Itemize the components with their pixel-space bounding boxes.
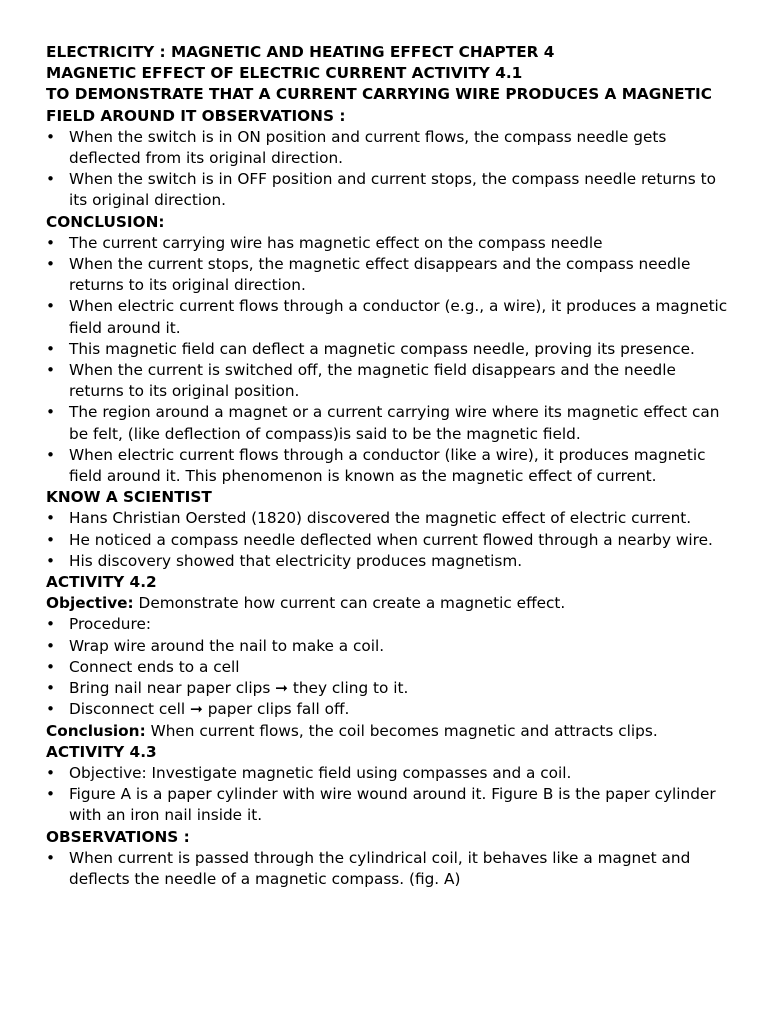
conclusion-text: When current flows, the coil becomes magnetic and attracts clips. <box>145 721 658 740</box>
activity-43-observations-list <box>46 848 728 890</box>
list-item: • Objective: Investigate magnetic field using compasses and a coil. <box>46 763 728 784</box>
activity-42-conclusion <box>46 721 728 742</box>
list-item: • His discovery showed that electricity produces magnetism. <box>46 551 728 572</box>
list-item: • When the switch is in ON position and current flows, the compass needle gets deflected from its original direction. <box>46 127 728 169</box>
list-item: • Wrap wire around the nail to make a coil. <box>46 636 728 657</box>
scientist-heading: KNOW A SCIENTIST <box>46 488 212 507</box>
list-item: • He noticed a compass needle deflected when current flowed through a nearby wire. <box>46 530 728 551</box>
list-item: • Procedure: <box>46 614 728 635</box>
list-item: • Hans Christian Oersted (1820) discovered the magnetic effect of electric current. <box>46 508 728 529</box>
activity-41-title: MAGNETIC EFFECT OF ELECTRIC CURRENT ACTIVITY 4.1 <box>46 64 523 83</box>
conclusion-list <box>46 233 728 487</box>
observations-list <box>46 127 728 212</box>
list-item: • When current is passed through the cylindrical coil, it behaves like a magnet and deflects the needle of a magnetic compass. (fig. A) <box>46 848 728 890</box>
list-item: • When the current is switched off, the magnetic field disappears and the needle returns to its original position. <box>46 360 728 402</box>
list-item: • When the current stops, the magnetic effect disappears and the compass needle returns to its original direction. <box>46 254 728 296</box>
activity-41-aim-observations: TO DEMONSTRATE THAT A CURRENT CARRYING WIRE PRODUCES A MAGNETIC FIELD AROUND IT OBSERVATIONS : <box>46 85 712 125</box>
list-item: • This magnetic field can deflect a magnetic compass needle, proving its presence. <box>46 339 728 360</box>
observations-heading: OBSERVATIONS : <box>46 827 190 846</box>
list-item: • Disconnect cell ➞ paper clips fall off. <box>46 699 728 720</box>
list-item: • The current carrying wire has magnetic effect on the compass needle <box>46 233 728 254</box>
list-item: • Figure A is a paper cylinder with wire wound around it. Figure B is the paper cylinder with an iron nail inside it. <box>46 784 728 826</box>
list-item: • Bring nail near paper clips ➞ they cling to it. <box>46 678 728 699</box>
objective-text: Demonstrate how current can create a magnetic effect. <box>133 594 566 613</box>
list-item: • When the switch is in OFF position and current stops, the compass needle returns to its original direction. <box>46 169 728 211</box>
activity-42-heading: ACTIVITY 4.2 <box>46 573 157 592</box>
list-item: • When electric current flows through a conductor (like a wire), it produces magnetic field around it. This phenomenon is known as the magnetic effect of current. <box>46 445 728 487</box>
activity-43-list <box>46 763 728 827</box>
scientist-list <box>46 508 728 572</box>
list-item: • The region around a magnet or a current carrying wire where its magnetic effect can be felt, (like deflection of compass)is said to be the magnetic field. <box>46 402 728 444</box>
objective-label: Objective: <box>46 594 134 613</box>
list-item: • When electric current flows through a conductor (e.g., a wire), it produces a magnetic field around it. <box>46 296 728 338</box>
conclusion-heading: CONCLUSION: <box>46 212 165 231</box>
chapter-title: ELECTRICITY : MAGNETIC AND HEATING EFFECT CHAPTER 4 <box>46 43 555 61</box>
procedure-list <box>46 614 728 720</box>
activity-42-objective <box>46 593 728 614</box>
conclusion-label: Conclusion: <box>46 721 146 740</box>
activity-43-heading: ACTIVITY 4.3 <box>46 742 157 761</box>
list-item: • Connect ends to a cell <box>46 657 728 678</box>
